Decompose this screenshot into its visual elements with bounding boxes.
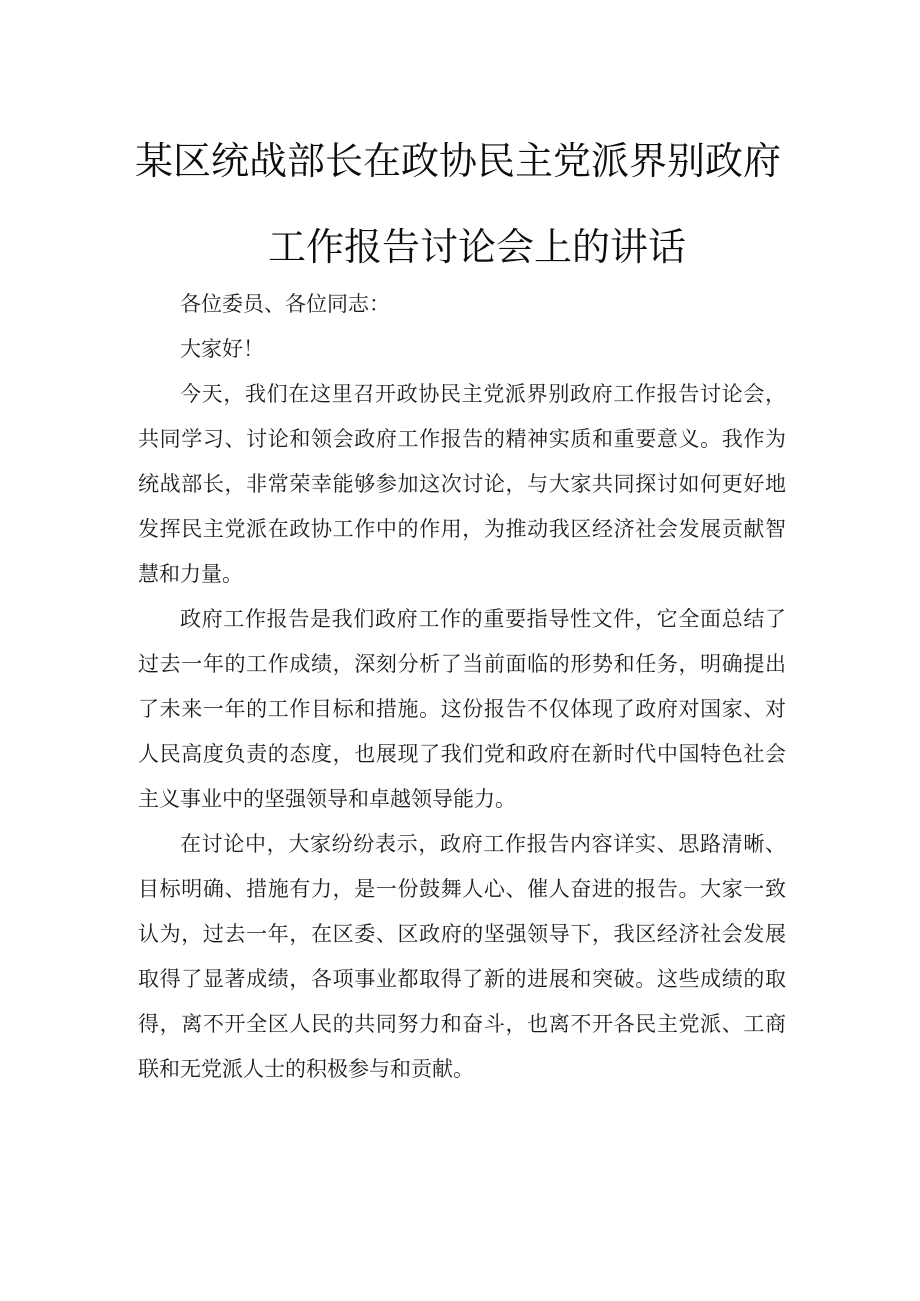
body-paragraph: 今天，我们在这里召开政协民主党派界别政府工作报告讨论会，共同学习、讨论和领会政府工作报告的精神实质和重要意义。我作为统战部长，非常荣幸能够参加这次讨论，与大家共同探讨如何更好地发挥民主党派在政协工作中的作用，为推动我区经济社会发展贡献智慧和力量。: [138, 382, 786, 586]
body-paragraph: 在讨论中，大家纷纷表示，政府工作报告内容详实、思路清晰、目标明确、措施有力，是一份鼓舞人心、催人奋进的报告。大家一致认为，过去一年，在区委、区政府的坚强领导下，我区经济社会发展取得了显著成绩，各项事业都取得了新的进展和突破。这些成绩的取得，离不开全区人民的共同努力和奋斗，也离不开各民主党派、工商联和无党派人士的积极参与和贡献。: [138, 832, 786, 1081]
document-body: [138, 282, 786, 1092]
greeting-paragraph: 大家好！: [180, 337, 264, 361]
document-title-line-2: 工作报告讨论会上的讲话: [268, 225, 687, 269]
salutation-paragraph: 各位委员、各位同志：: [180, 292, 390, 316]
document-title-line-1: 某区统战部长在政协民主党派界别政府: [135, 139, 782, 183]
body-paragraph: 政府工作报告是我们政府工作的重要指导性文件，它全面总结了过去一年的工作成绩，深刻分析了当前面临的形势和任务，明确提出了未来一年的工作目标和措施。这份报告不仅体现了政府对国家、对人民高度负责的态度，也展现了我们党和政府在新时代中国特色社会主义事业中的坚强领导和卓越领导能力。: [138, 607, 786, 811]
